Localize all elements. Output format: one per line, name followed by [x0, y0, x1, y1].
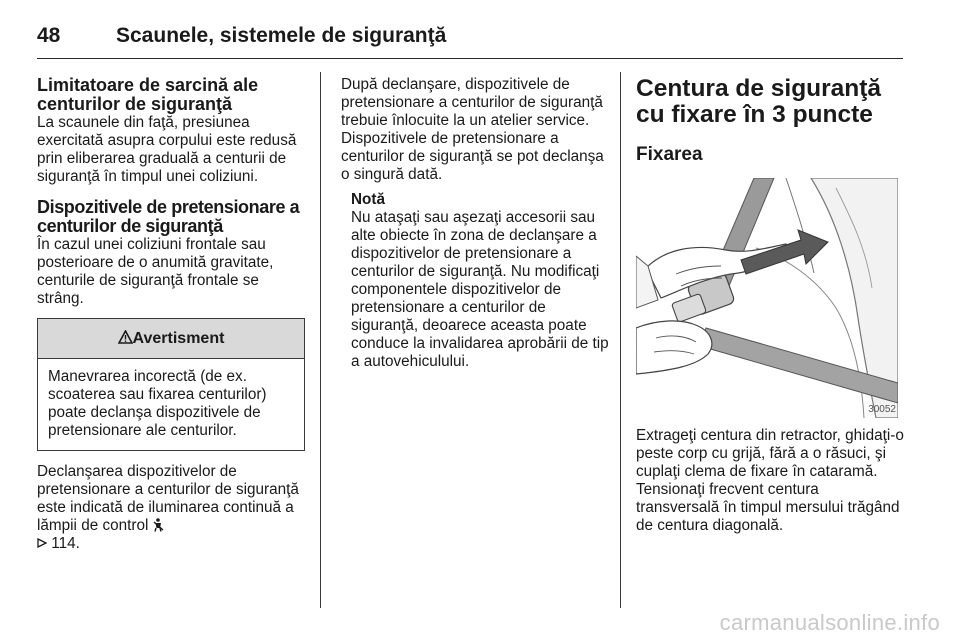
fastening-instructions: Extrageţi centura din retractor, ghidaţi-o peste corp cu grijă, fără a o răsuci, şi cuplaţi clema de fixare în cataramă. Tensionaţi frecvent centura transversală în timpul mersului trăgând de centura diagonală. — [636, 427, 904, 534]
pretensioner-heading: Dispozitivele de pretensionare a centurilor de siguranţă — [37, 197, 300, 236]
column-divider-2 — [620, 72, 621, 608]
warning-title-bar — [38, 319, 304, 359]
column-middle — [341, 76, 609, 371]
limiter-heading: Limitatoare de sarcină ale centurilor de siguranţă — [37, 75, 259, 114]
warning-box — [37, 318, 305, 451]
column-right — [636, 76, 904, 535]
seatbelt-illustration-drawing — [636, 178, 898, 418]
note-title: Notă — [351, 191, 385, 208]
pretensioner-text: În cazul unei coliziuni frontale sau posterioare de o anumită gravitate, centurile de siguranţă frontale se strâng. — [37, 236, 274, 307]
page-header — [37, 14, 903, 59]
seatbelt-lamp-icon — [153, 518, 165, 532]
warning-body — [38, 359, 304, 450]
page-number: 48 — [37, 24, 61, 47]
column-divider-1 — [320, 72, 321, 608]
figure-number: 30052 — [868, 404, 896, 415]
page-ref-arrow-icon — [37, 538, 47, 548]
seatbelt-fastening-illustration — [636, 178, 898, 418]
note-text: Nu ataşaţi sau aşezaţi accesorii sau alte obiecte în zona de declanşare a dispozitivelor de pretensionare a centurilor de siguranţă. Nu modificaţi componentele dispozitivelor de pretensionare a centurilor de siguranţă, deoarece aceasta poate conduce la invalidarea aprobării de tip a autovehiculului. — [351, 209, 609, 370]
activation-sentence: Declanşarea dispozitivelor de pretensionare a centurilor de siguranţă este indicată de iluminarea continuă a lămpii de control — [37, 463, 299, 534]
activation-text — [37, 463, 305, 553]
after-deployment-text: După declanşare, dispozitivele de pretensionare a centurilor de siguranţă trebuie înlocuite la un atelier service. Dispozitivele de pretensionare a centurilor de siguranţă se pot declanşa o singură dată. — [341, 76, 604, 183]
limiter-text: La scaunele din faţă, presiunea exercitată asupra corpului este redusă prin eliberarea graduală a centurii de siguranţă în timpul unei coliziuni. — [37, 114, 297, 185]
watermark: carmanualsonline.info — [719, 610, 940, 635]
section-heading: Centura de siguranţă cu fixare în 3 puncte — [636, 75, 882, 128]
column-left — [37, 76, 305, 553]
note-block — [341, 191, 609, 371]
warning-triangle-icon-graphic — [118, 330, 133, 344]
page-ref[interactable]: 114. — [51, 535, 80, 552]
warning-text: Manevrarea incorectă (de ex. scoaterea sau fixarea centurilor) poate declanşa dispozitivele de pretensionare ale centurilor. — [48, 368, 267, 439]
warning-title: Avertisment — [132, 330, 225, 347]
chapter-title: Scaunele, sistemele de siguranţă — [116, 24, 447, 47]
fastening-heading: Fixarea — [636, 144, 703, 165]
